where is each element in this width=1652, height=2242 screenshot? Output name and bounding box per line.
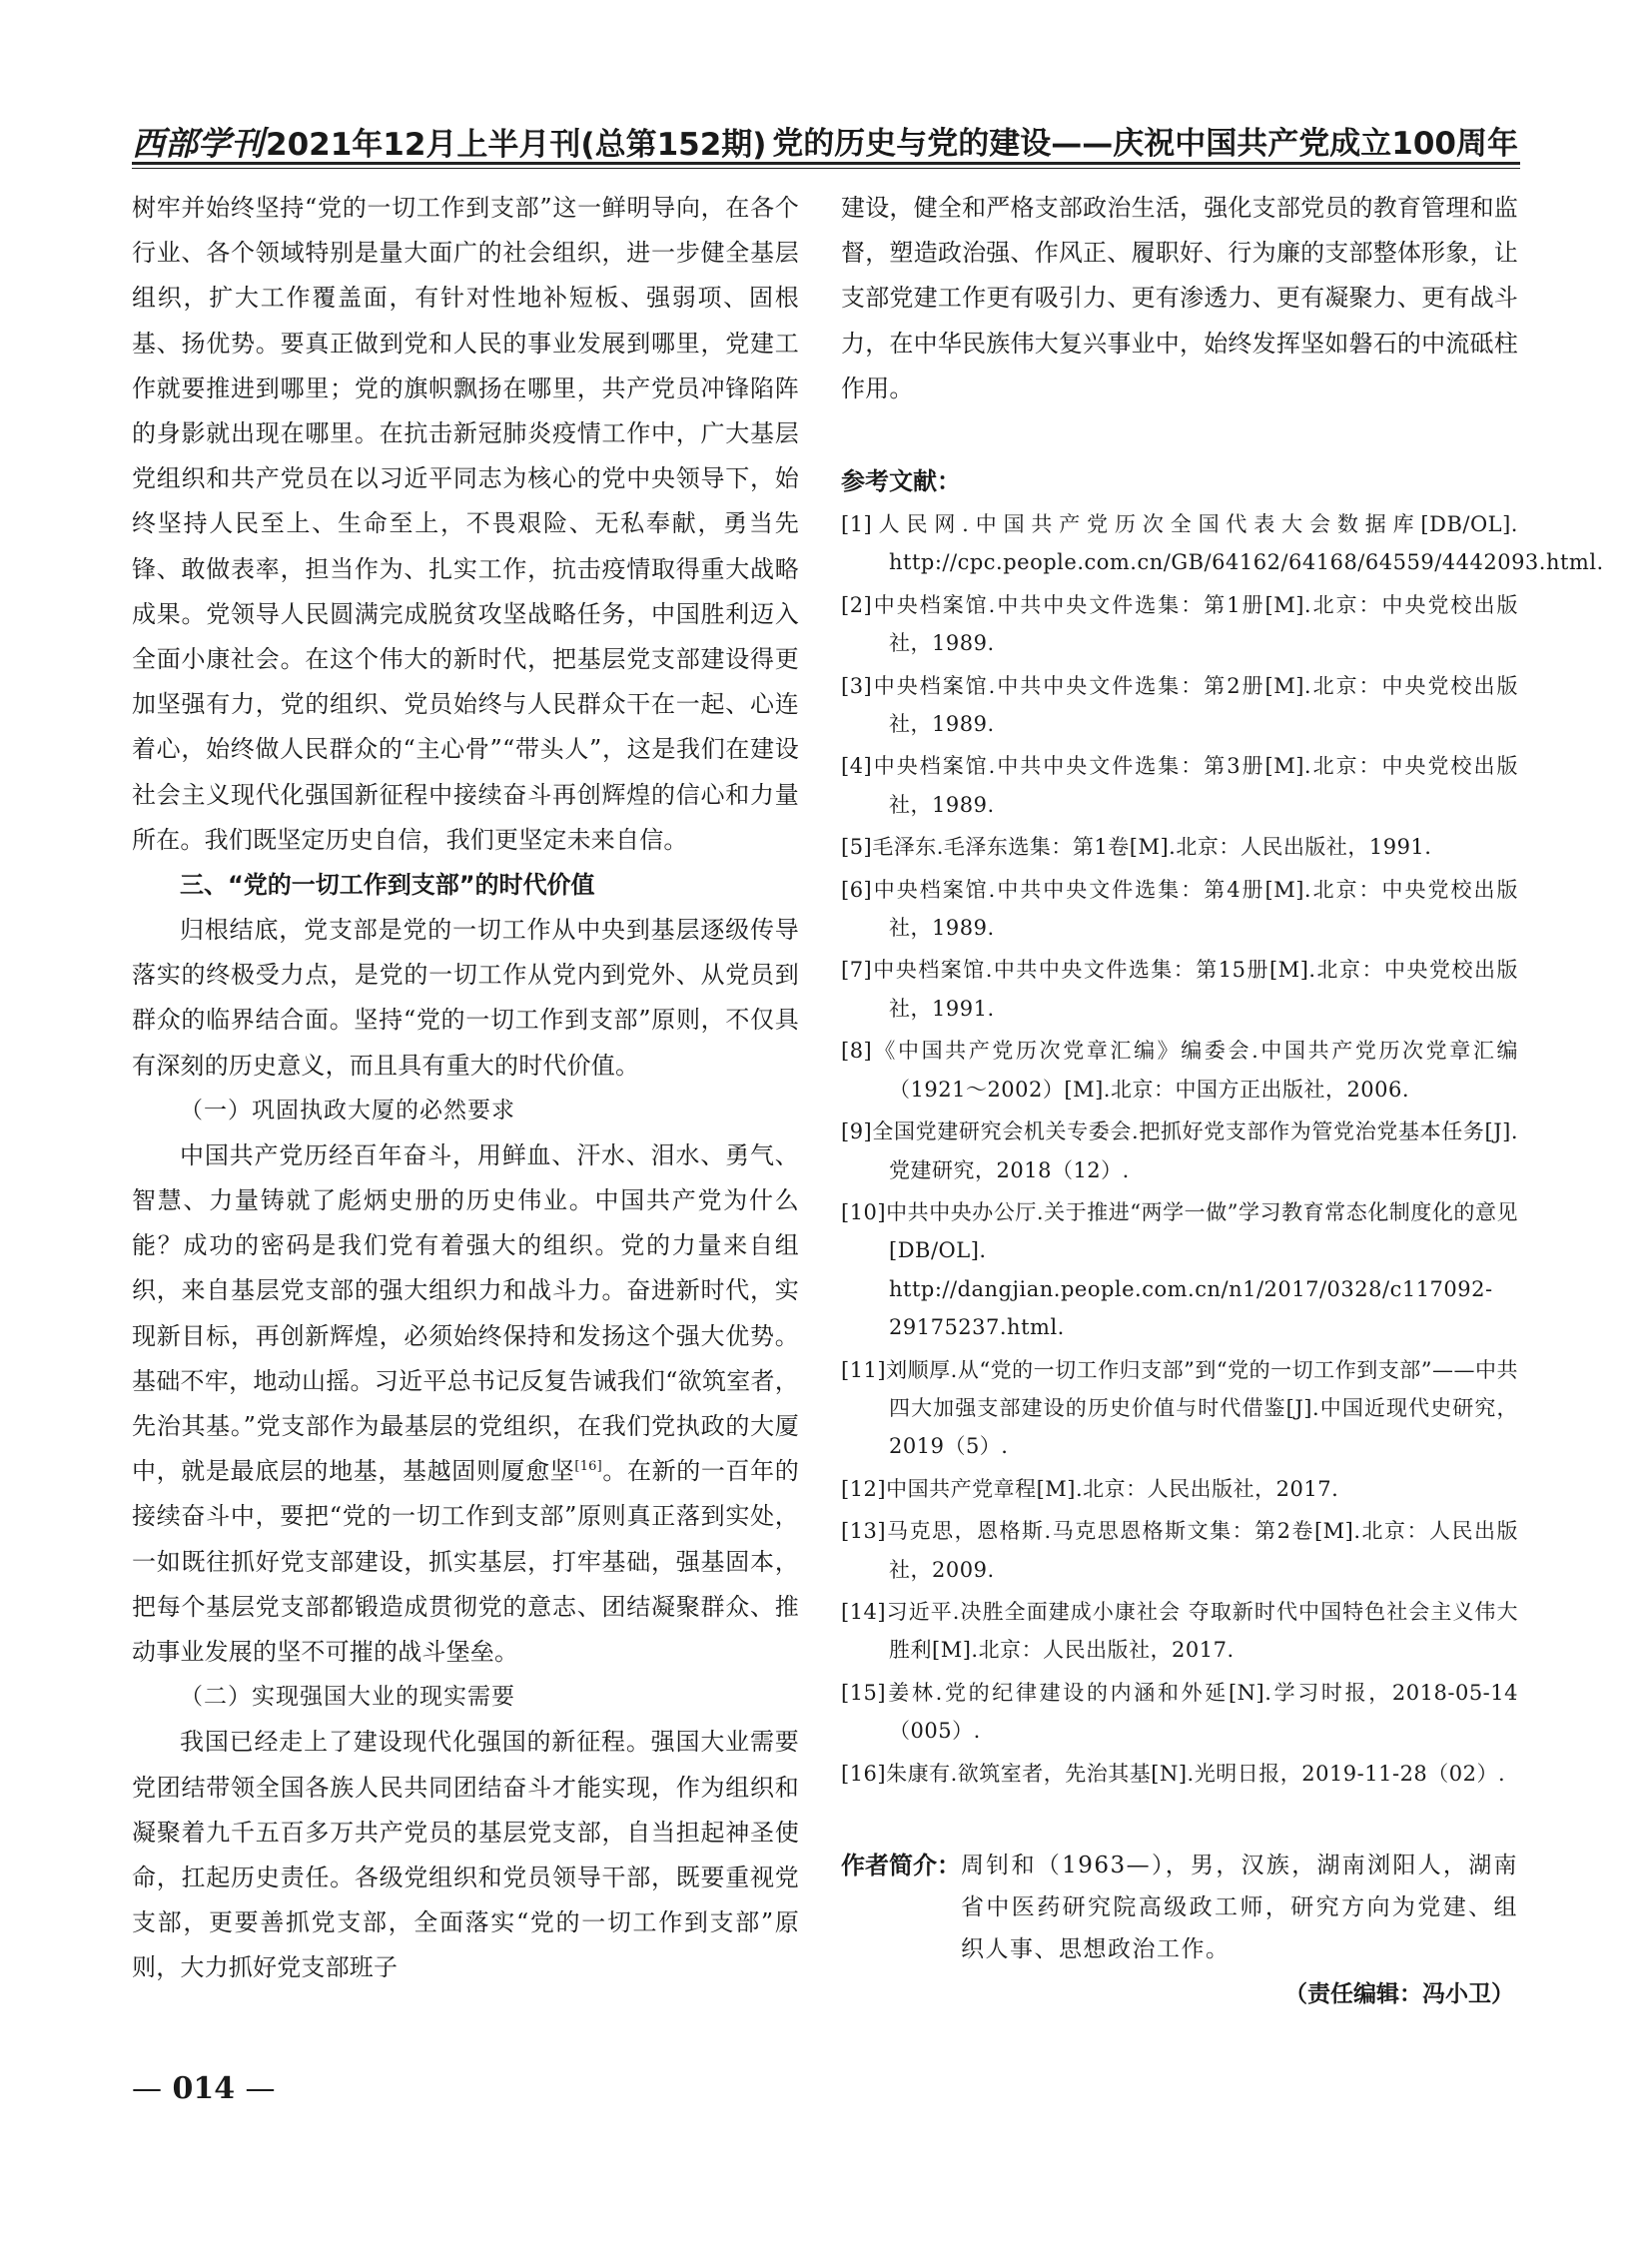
body-paragraph-continued: 建设，健全和严格支部政治生活，强化支部党员的教育管理和监督，塑造政治强、作风正、履职好、行为廉的支部整体形象，让支部党建工作更有吸引力、更有渗透力、更有凝聚力、更有战斗力，在中华民族伟大复兴事业中，始终发挥坚如磐石的中流砥柱作用。 xyxy=(841,194,1518,402)
footer-dash-right: — xyxy=(245,2071,276,2106)
author-bio-label: 作者简介： xyxy=(841,1852,961,1880)
page-number: 014 xyxy=(172,2071,236,2106)
author-bio-text: 周钊和（1963—），男，汉族，湖南浏阳人，湖南省中医药研究院高级政工师，研究方向为党建、组织人事、思想政治工作。 xyxy=(961,1853,1518,1963)
issue-label: 2021年12月上半月刊(总第152期) xyxy=(266,127,767,163)
reference-item: [8]《中国共产党历次党章汇编》编委会.中国共产党历次党章汇编（1921～2002）[M].北京：中国方正出版社，2006. xyxy=(841,1039,1518,1102)
reference-item: [6]中央档案馆.中共中央文件选集：第4册[M].北京：中央党校出版社，1989. xyxy=(841,877,1518,941)
body-paragraph-3a: 中国共产党历经百年奋斗，用鲜血、汗水、泪水、勇气、智慧、力量铸就了彪炳史册的历史伟业。中国共产党为什么能？成功的密码是我们党有着强大的组织。党的力量来自组织，来自基层党支部的强大组织力和战斗力。奋进新时代，实现新目标，再创新辉煌，必须始终保持和发扬这个强大优势。基础不牢，地动山摇。习近平总书记反复告诫我们“欲筑室者，先治其基。”党支部作为最基层的党组织，在我们党执政的大厦中，就是最底层的地基，基越固则厦愈坚 xyxy=(132,1140,799,1486)
reference-list xyxy=(841,505,1604,1793)
header-rule-thin xyxy=(132,168,1520,169)
responsible-editor: （责任编辑：冯小卫） xyxy=(1284,1981,1514,2008)
section-label: 党的历史与党的建设——庆祝中国共产党成立100周年 xyxy=(772,126,1518,162)
body-paragraph-2: 归根结底，党支部是党的一切工作从中央到基层逐级传导落实的终极受力点，是党的一切工作从党内到党外、从党员到群众的临界结合面。坚持“党的一切工作到支部”原则，不仅具有深刻的历史意义，而且具有重大的时代价值。 xyxy=(132,916,799,1080)
reference-item: [15]姜林.党的纪律建设的内涵和外延[N].学习时报，2018-05-14（005）. xyxy=(841,1680,1518,1744)
reference-item: [1]人民网.中国共产党历次全国代表大会数据库[DB/OL]. http://cpc.people.com.cn/GB/64162/64168/64559/4442093.html. xyxy=(841,512,1604,575)
left-column xyxy=(132,186,799,1991)
reference-item: [4]中央档案馆.中共中央文件选集：第3册[M].北京：中央党校出版社，1989. xyxy=(841,754,1518,817)
reference-item: [10]中共中央办公厅.关于推进“两学一做”学习教育常态化制度化的意见[DB/OL]. http://dangjian.people.com.cn/n1/2017/0328/c117092-29175237.html. xyxy=(841,1199,1518,1340)
page-number-footer xyxy=(132,2071,276,2106)
subsection-heading-1: （一）巩固执政大厦的必然要求 xyxy=(180,1097,515,1123)
reference-item: [13]马克思，恩格斯.马克思恩格斯文集：第2卷[M].北京：人民出版社，2009. xyxy=(841,1519,1518,1582)
reference-item: [7]中央档案馆.中共中央文件选集：第15册[M].北京：中央党校出版社，1991. xyxy=(841,958,1518,1021)
header-rule xyxy=(132,162,1520,165)
journal-logo: 西部学刊 xyxy=(132,124,264,163)
author-bio xyxy=(841,1845,1518,1970)
reference-item: [11]刘顺厚.从“党的一切工作归支部”到“党的一切工作到支部”——中共四大加强支部建设的历史价值与时代借鉴[J].中国近现代史研究，2019（5）. xyxy=(841,1357,1518,1459)
reference-item: [9]全国党建研究会机关专委会.把抓好党支部作为管党治党基本任务[J].党建研究，2018（12）. xyxy=(841,1120,1518,1182)
reference-item: [12]中国共产党章程[M].北京：人民出版社，2017. xyxy=(841,1476,1339,1501)
body-paragraph-3b: 。在新的一百年的接续奋斗中，要把“党的一切工作到支部”原则真正落到实处，一如既往抓好党支部建设，抓实基层，打牢基础，强基固本，把每个基层党支部都锻造成贯彻党的意志、团结凝聚群众、推动事业发展的坚不可摧的战斗堡垒。 xyxy=(132,1457,799,1667)
reference-item: [2]中央档案馆.中共中央文件选集：第1册[M].北京：中央党校出版社，1989. xyxy=(841,592,1518,656)
journal-issue-line xyxy=(132,118,766,165)
reference-item: [14]习近平.决胜全面建成小康社会 夺取新时代中国特色社会主义伟大胜利[M].北京：人民出版社，2017. xyxy=(841,1599,1518,1663)
right-column xyxy=(841,186,1604,2016)
reference-item: [5]毛泽东.毛泽东选集：第1卷[M].北京：人民出版社，1991. xyxy=(841,835,1432,860)
running-header xyxy=(132,112,1518,162)
footer-dash-left: — xyxy=(132,2071,162,2106)
body-paragraph-3 xyxy=(132,1133,799,1675)
subsection-heading-2: （二）实现强国大业的现实需要 xyxy=(180,1684,515,1711)
section-heading-3: 三、“党的一切工作到支部”的时代价值 xyxy=(180,871,595,900)
citation-superscript: [16] xyxy=(574,1459,602,1475)
body-paragraph-1: 树牢并始终坚持“党的一切工作到支部”这一鲜明导向，在各个行业、各个领域特别是量大面广的社会组织，进一步健全基层组织，扩大工作覆盖面，有针对性地补短板、强弱项、固根基、扬优势。要真正做到党和人民的事业发展到哪里，党建工作就要推进到哪里；党的旗帜飘扬在哪里，共产党员冲锋陷阵的身影就出现在哪里。在抗击新冠肺炎疫情工作中，广大基层党组织和共产党员在以习近平同志为核心的党中央领导下，始终坚持人民至上、生命至上，不畏艰险、无私奉献，勇当先锋、敢做表率，担当作为、扎实工作，抗击疫情取得重大战略成果。党领导人民圆满完成脱贫攻坚战略任务，中国胜利迈入全面小康社会。在这个伟大的新时代，把基层党支部建设得更加坚强有力，党的组织、党员始终与人民群众干在一起、心连着心，始终做人民群众的“主心骨”“带头人”，这是我们在建设社会主义现代化强国新征程中接续奋斗再创辉煌的信心和力量所在。我们既坚定历史自信，我们更坚定未来自信。 xyxy=(132,194,799,854)
reference-item: [3]中央档案馆.中共中央文件选集：第2册[M].北京：中央党校出版社，1989. xyxy=(841,673,1518,737)
body-paragraph-4: 我国已经走上了建设现代化强国的新征程。强国大业需要党团结带领全国各族人民共同团结奋斗才能实现，作为组织和凝聚着九千五百多万共产党员的基层党支部，自当担起神圣使命，扛起历史责任。各级党组织和党员领导干部，既要重视党支部，更要善抓党支部，全面落实“党的一切工作到支部”原则，大力抓好党支部班子 xyxy=(132,1728,799,1982)
references-heading: 参考文献： xyxy=(841,467,961,496)
reference-item: [16]朱康有.欲筑室者，先治其基[N].光明日报，2019-11-28（02）. xyxy=(841,1761,1506,1786)
